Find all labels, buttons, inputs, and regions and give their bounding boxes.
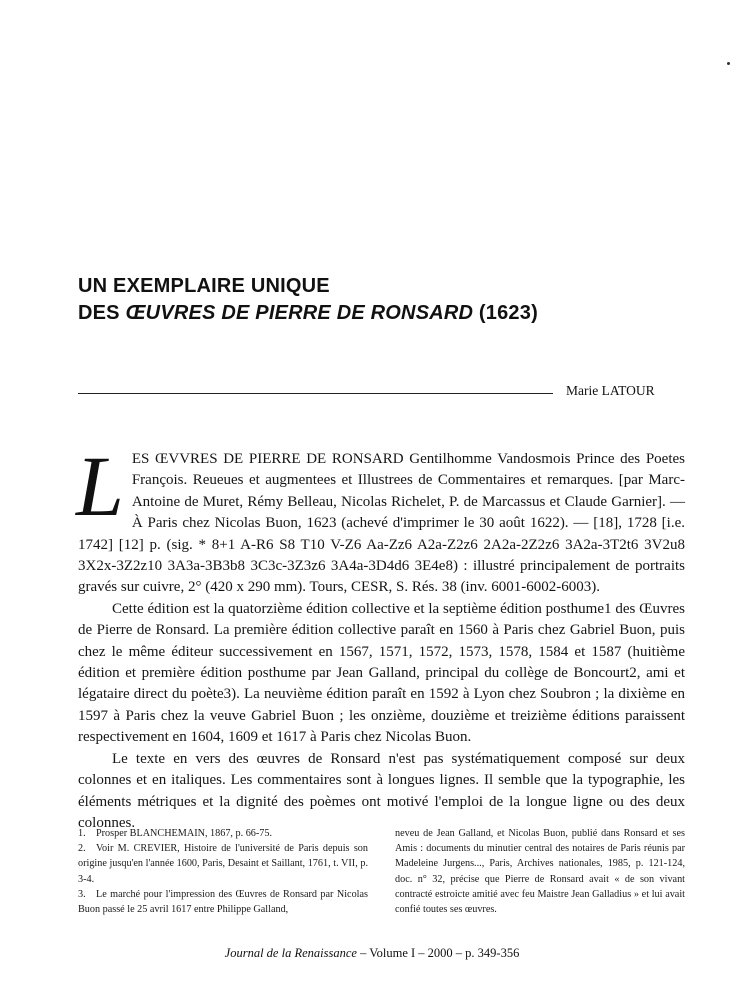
- footnotes-right-column: [395, 826, 685, 917]
- title-rule: [78, 393, 553, 394]
- footnotes-left-column: [78, 826, 368, 917]
- journal-name: Journal de la Renaissance: [224, 946, 357, 960]
- article-title: [78, 273, 698, 327]
- footnote-text: Prosper BLANCHEMAIN, 1867, p. 66-75.: [96, 828, 273, 839]
- page-footer: [0, 946, 744, 961]
- author-name: Marie LATOUR: [566, 383, 655, 398]
- title-suffix: (1623): [473, 302, 538, 324]
- title-prefix: DES: [78, 302, 126, 324]
- paragraph-3: Le texte en vers des œuvres de Ronsard n'est pas systématiquement composé sur deux colonnes et en italiques. Les commentaires sont à longues lignes. Il semble que la typographie, les éléments métriques et la dignité des poèmes ont motivé l'emploi de la longue ligne ou des deux colonnes.: [78, 750, 685, 831]
- footnote-text: Voir M. CREVIER, Histoire de l'université de Paris depuis son origine jusqu'en l'année 1600, Paris, Desaint et Saillant, 1761, t. VII, p. 3-4.: [78, 843, 368, 885]
- footnote: [78, 826, 368, 841]
- title-italic: ŒUVRES DE PIERRE DE RONSARD: [125, 302, 474, 324]
- paragraph-1-text: ES ŒVVRES DE PIERRE DE RONSARD Gentilhomme Vandosmois Prince des Poetes François. Reueues et augmentees et Illustrees de Commentaires et remarques. [par Marc-Antoine de Muret, Rémy Belleau, Nicolas Richelet, P. de Marcassus et Claude Garnier]. — À Paris chez Nicolas Buon, 1623 (achevé d'imprimer le 30 août 1622). — [18], 1728 [i.e. 1742] [12] p. (sig. * 8+1 A-R6 S8 T10 V-Z6 Aa-Zz6 A2a-Z2z6 2A2a-2Z2z6 3A2a-3T2t6 3V2u8 3X2x-3Z2z10 3A3a-3B3b8 3C3c-3Z3z6 3A4a-3D4d6 3E4e8) : illustré principalement de portraits gravés sur cuivre, 2° (420 x 290 mm). Tours, CESR, S. Rés. 38 (inv. 6001-6002-6003).: [78, 451, 685, 596]
- footnote-continuation: neveu de Jean Galland, et Nicolas Buon, publié dans Ronsard et ses Amis : documents du minutier central des notaires de Paris réunis par Madeleine Jurgens..., Paris, Archives nationales, 1985, p. 121-124, doc. n° 32, précise que Pierre de Ronsard avait « de son vivant contracté estroicte amitié avec feu Maistre Jean Galladius » et lui avait confié toutes ses œuvres.: [395, 828, 685, 916]
- article-body: [76, 438, 685, 834]
- footnote: [78, 887, 368, 917]
- footnote-number: 1.: [78, 828, 86, 839]
- journal-issue: – Volume I – 2000 – p. 349-356: [356, 946, 520, 960]
- footnote-number: 2.: [78, 843, 86, 855]
- paragraph-1: [76, 438, 685, 599]
- footnotes: [78, 826, 685, 917]
- footnote: [78, 841, 368, 887]
- dropcap: L: [76, 438, 124, 534]
- footnote-number: 3.: [78, 888, 86, 900]
- title-line-2: [78, 300, 698, 327]
- footnote-text: Le marché pour l'impression des Œuvres de Ronsard par Nicolas Buon passé le 25 avril 1617 entre Philippe Galland,: [78, 888, 368, 916]
- ink-speck: [727, 62, 730, 65]
- title-line-1: UN EXEMPLAIRE UNIQUE: [78, 275, 330, 297]
- paragraph-2: Cette édition est la quatorzième édition collective et la septième édition posthume1 des Œuvres de Pierre de Ronsard. La première édition collective paraît en 1560 à Paris chez Gabriel Buon, puis chez le même éditeur successivement en 1567, 1571, 1572, 1573, 1578, 1584 et 1587 (huitième édition et première édition posthume par Jean Galland, principal du collège de Boncourt2, ami et légataire direct du poète3). La neuvième édition paraît en 1592 à Lyon chez Soubron ; la dixième en 1597 à Paris chez la veuve Gabriel Buon ; les onzième, douzième et treizième éditions paraissent respectivement en 1604, 1609 et 1617 à Paris chez Nicolas Buon.: [78, 600, 685, 746]
